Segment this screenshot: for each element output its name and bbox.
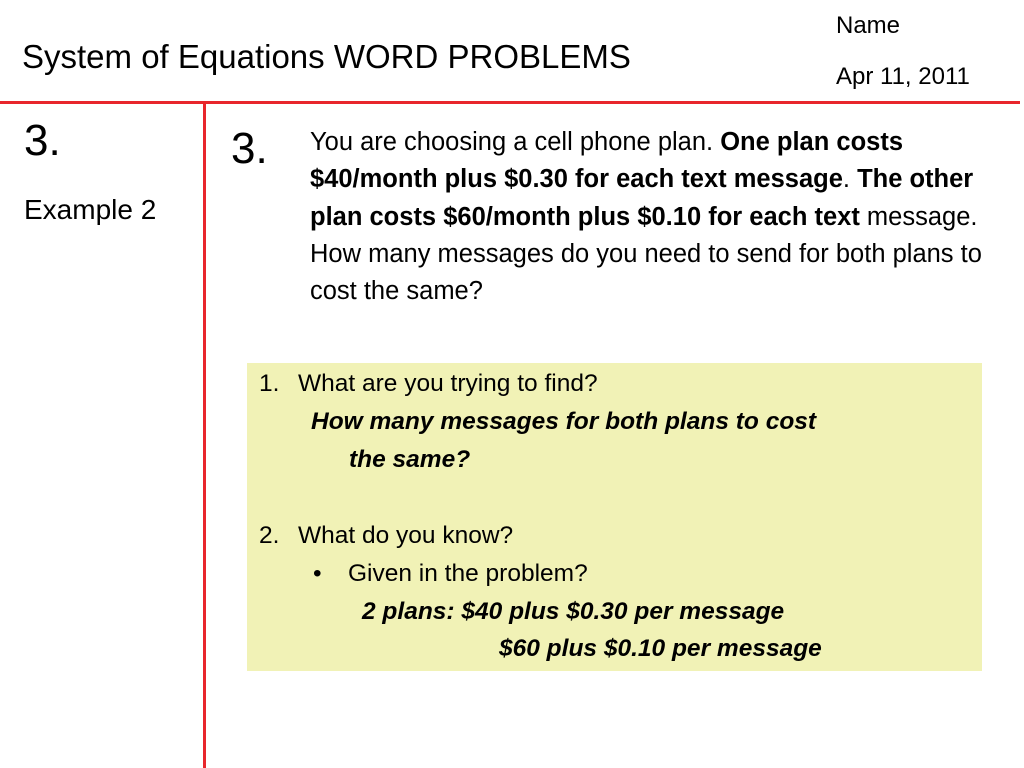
problem-bold-segment: The other plan costs $60/month plus $0.10 for each text	[310, 165, 974, 231]
problem-number: 3.	[231, 124, 268, 173]
problem-text-segment: message. How many messages do you need to send for both plans to cost the same?	[310, 202, 982, 306]
problem-text-segment: You are choosing a cell phone plan.	[310, 128, 721, 156]
problem-text-segment: .	[842, 165, 858, 194]
vertical-rule	[203, 101, 206, 768]
problem-statement	[310, 124, 995, 310]
given-line-2: $60 plus $0.10 per message	[499, 635, 822, 662]
question-2-number: 2.	[259, 522, 280, 549]
answer-1-line-1: How many messages for both plans to cost	[311, 408, 817, 435]
question-1-number: 1.	[259, 370, 280, 397]
problem-bold-segment: One plan costs $40/month plus $0.30 for each text message	[310, 128, 904, 194]
question-2-text: What do you know?	[298, 522, 514, 549]
given-line-1: 2 plans: $40 plus $0.30 per message	[362, 598, 785, 625]
name-label: Name	[836, 12, 901, 39]
bullet-icon: •	[313, 560, 322, 587]
question-1-text: What are you trying to find?	[298, 370, 598, 397]
bullet-text: Given in the problem?	[348, 560, 588, 587]
answer-box	[247, 363, 982, 671]
answer-1-line-2: the same?	[349, 446, 471, 473]
left-problem-number: 3.	[24, 116, 61, 165]
slide-title: System of Equations WORD PROBLEMS	[22, 38, 631, 75]
date-label: Apr 11, 2011	[836, 63, 970, 90]
example-label: Example 2	[24, 194, 157, 225]
horizontal-rule	[0, 101, 1020, 104]
